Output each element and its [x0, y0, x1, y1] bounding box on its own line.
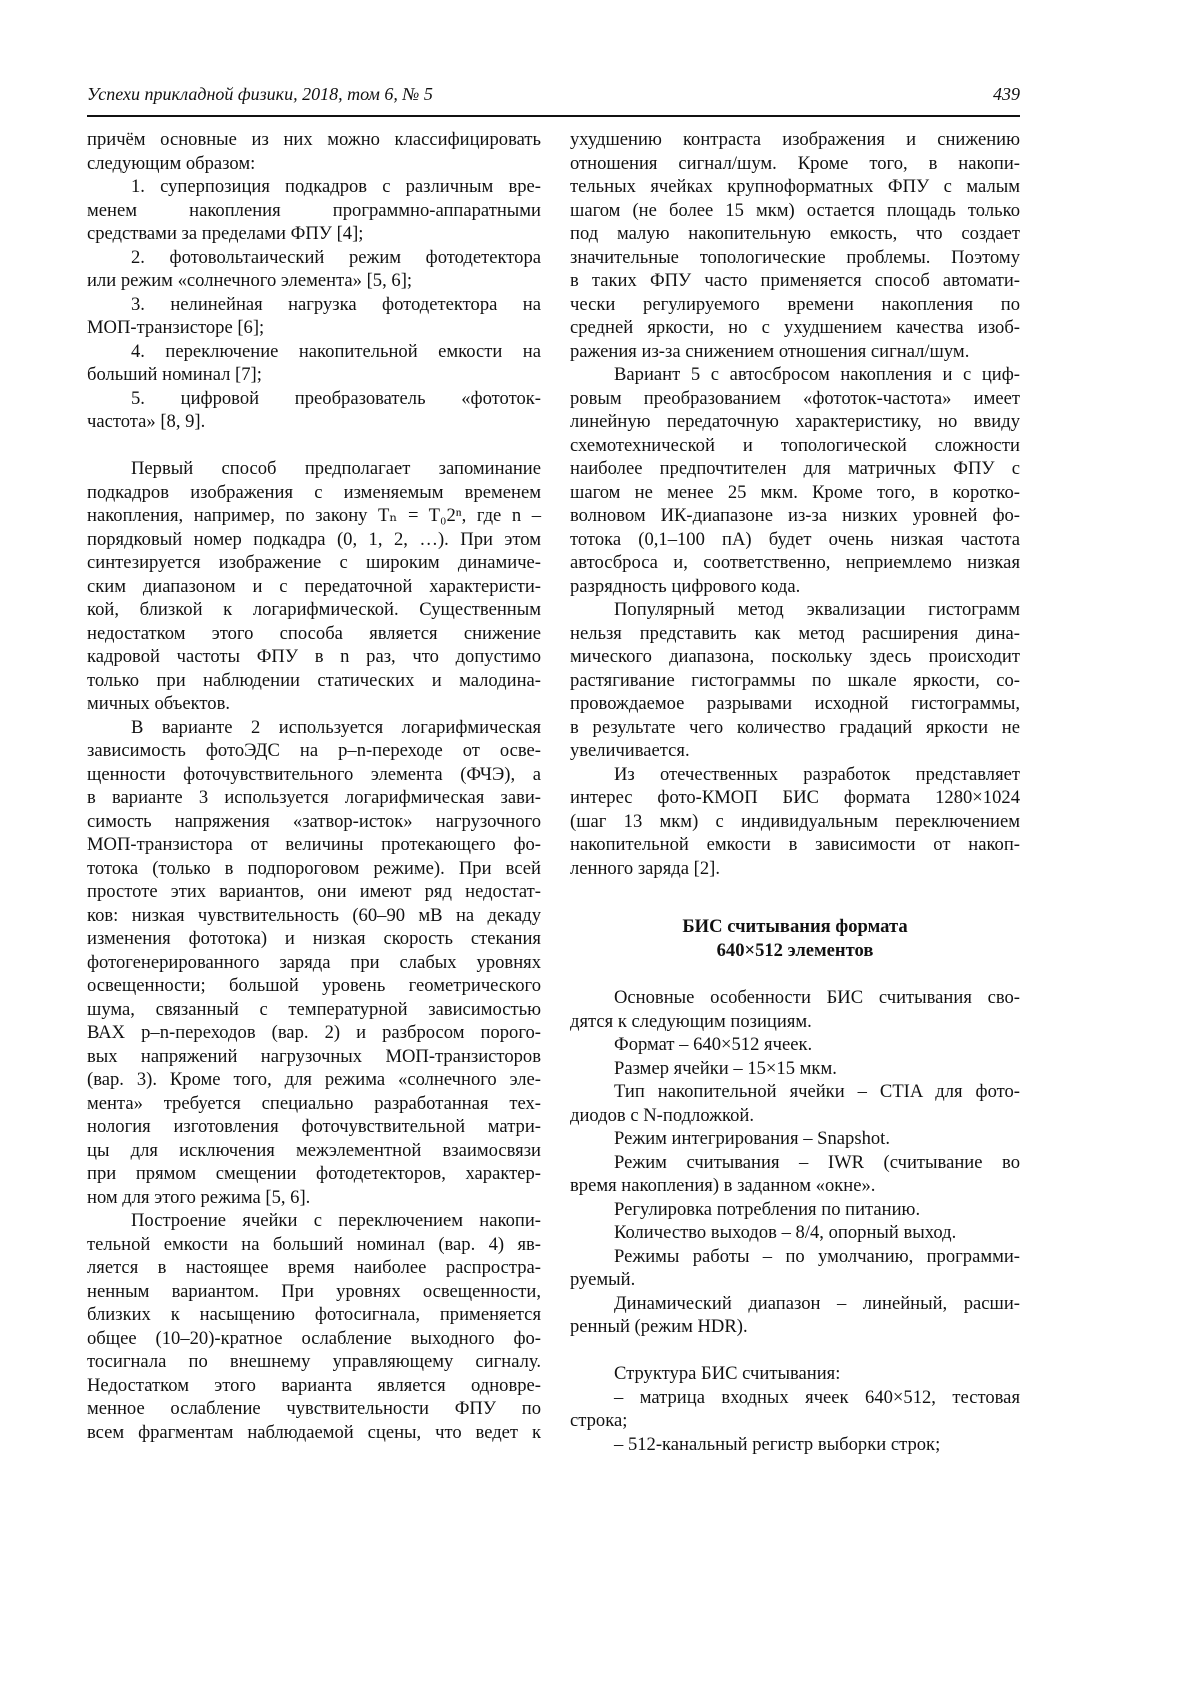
- text-line: разрядность цифрового кода.: [570, 575, 1020, 599]
- text-line: тосигнала по внешнему управляющему сигналу.: [87, 1350, 541, 1374]
- paragraph: [570, 1033, 1020, 1057]
- paragraph: [570, 1057, 1020, 1081]
- text-line: подкадров изображения с изменяемым временем: [87, 481, 541, 505]
- text-line: Количество выходов – 8/4, опорный выход.: [570, 1221, 1020, 1245]
- paragraph: [87, 128, 541, 175]
- text-line: ков: низкая чувствительность (60–90 мВ на декаду: [87, 904, 541, 928]
- text-line: тотока (0,1–100 пА) будет очень низкая частота: [570, 528, 1020, 552]
- text-line: (шаг 13 мкм) с индивидуальным переключением: [570, 810, 1020, 834]
- running-header-journal: Успехи прикладной физики, 2018, том 6, № 5: [87, 84, 433, 105]
- paragraph: [570, 1151, 1020, 1198]
- text-line: тельной емкости на больший номинал (вар. 4) яв-: [87, 1233, 541, 1257]
- text-line: 1. суперпозиция подкадров с различным вре-: [87, 175, 541, 199]
- text-line: симость напряжения «затвор-исток» нагрузочного: [87, 810, 541, 834]
- text-line: синтезируется изображение с широким динамиче-: [87, 551, 541, 575]
- paragraph: [87, 175, 541, 246]
- text-line: МОП-транзистора от величины протекающего фо-: [87, 833, 541, 857]
- paragraph: [570, 1386, 1020, 1433]
- paragraph: [87, 1209, 541, 1444]
- text-line: цы для исключения межэлементной взаимосвязи: [87, 1139, 541, 1163]
- text-line: ВАХ p–n-переходов (вар. 2) и разбросом порого-: [87, 1021, 541, 1045]
- text-line: Режим интегрирования – Snapshot.: [570, 1127, 1020, 1151]
- paragraph: [87, 340, 541, 387]
- text-line: Вариант 5 с автосбросом накопления и с циф-: [570, 363, 1020, 387]
- paragraph: [570, 986, 1020, 1033]
- text-line: или режим «солнечного элемента» [5, 6];: [87, 269, 541, 293]
- text-line: следующим образом:: [87, 152, 541, 176]
- heading-line: БИС считывания формата: [570, 915, 1020, 939]
- text-line: Регулировка потребления по питанию.: [570, 1198, 1020, 1222]
- section-heading: [570, 915, 1020, 962]
- right-column: [570, 128, 1020, 1456]
- paragraph: [570, 1080, 1020, 1127]
- text-line: в таких ФПУ часто применяется способ автомати-: [570, 269, 1020, 293]
- text-line: волновом ИК-диапазоне из-за низких уровней фо-: [570, 504, 1020, 528]
- paragraph: [87, 246, 541, 293]
- text-line: недостатком этого способа является снижение: [87, 622, 541, 646]
- text-line: простоте этих вариантов, они имеют ряд недостат-: [87, 880, 541, 904]
- paragraph: [87, 387, 541, 434]
- page-number: 439: [993, 84, 1020, 105]
- paragraph: [87, 716, 541, 1210]
- paragraph: [87, 457, 541, 716]
- text-line: провождаемое разрывами исходной гистограммы,: [570, 692, 1020, 716]
- text-line: всем фрагментам наблюдаемой сцены, что ведет к: [87, 1421, 541, 1445]
- text-line: схемотехнической и топологической сложности: [570, 434, 1020, 458]
- text-line: ровым преобразованием «фототок-частота» имеет: [570, 387, 1020, 411]
- paragraph: [570, 1362, 1020, 1386]
- text-line: ренный (режим HDR).: [570, 1315, 1020, 1339]
- text-line: больший номинал [7];: [87, 363, 541, 387]
- text-line: 4. переключение накопительной емкости на: [87, 340, 541, 364]
- text-line: ским диапазоном и с передаточной характеристи-: [87, 575, 541, 599]
- text-line: Формат – 640×512 ячеек.: [570, 1033, 1020, 1057]
- text-line: вых напряжений нагрузочных МОП-транзисторов: [87, 1045, 541, 1069]
- text-line: (вар. 3). Кроме того, для режима «солнечного эле-: [87, 1068, 541, 1092]
- text-line: фотогенерированного заряда при слабых уровнях: [87, 951, 541, 975]
- text-line: мента» требуется специально разработанная тех-: [87, 1092, 541, 1116]
- text-line: – матрица входных ячеек 640×512, тестовая: [570, 1386, 1020, 1410]
- text-line: нельзя представить как метод расширения дина-: [570, 622, 1020, 646]
- text-line: ражения из-за снижением отношения сигнал/шум.: [570, 340, 1020, 364]
- text-line: шума, связанный с температурной зависимостью: [87, 998, 541, 1022]
- paragraph: [570, 1433, 1020, 1457]
- text-line: менем накопления программно-аппаратными: [87, 199, 541, 223]
- text-line: порядковый номер подкадра (0, 1, 2, …). При этом: [87, 528, 541, 552]
- text-line: ухудшению контраста изображения и снижению: [570, 128, 1020, 152]
- text-line: частота» [8, 9].: [87, 410, 541, 434]
- paragraph: [570, 1221, 1020, 1245]
- text-line: накопительной емкости в зависимости от накоп-: [570, 833, 1020, 857]
- paragraph: [87, 293, 541, 340]
- paragraph: [570, 598, 1020, 763]
- text-line: Структура БИС считывания:: [570, 1362, 1020, 1386]
- text-line: мического диапазона, поскольку здесь происходит: [570, 645, 1020, 669]
- text-line: накопления, например, по закону Tₙ = T₀2ⁿ, где n –: [87, 504, 541, 528]
- text-line: Из отечественных разработок представляет: [570, 763, 1020, 787]
- left-column: [87, 128, 541, 1444]
- text-line: чески регулируемого времени накопления по: [570, 293, 1020, 317]
- text-line: Динамический диапазон – линейный, расши-: [570, 1292, 1020, 1316]
- text-line: диодов с N-подложкой.: [570, 1104, 1020, 1128]
- text-line: кой, близкой к логарифмической. Существенным: [87, 598, 541, 622]
- text-line: нология изготовления фоточувствительной матри-: [87, 1115, 541, 1139]
- text-line: зависимость фотоЭДС на p–n-переходе от осве-: [87, 739, 541, 763]
- paragraph: [570, 1245, 1020, 1292]
- paragraph-gap: [87, 434, 541, 458]
- text-line: интерес фото-КМОП БИС формата 1280×1024: [570, 786, 1020, 810]
- text-line: освещенности; большой уровень геометрического: [87, 974, 541, 998]
- text-line: ном для этого режима [5, 6].: [87, 1186, 541, 1210]
- paragraph-gap: [570, 1339, 1020, 1363]
- text-line: ляется в настоящее время наиболее распростра-: [87, 1256, 541, 1280]
- text-line: тотока (только в подпороговом режиме). При всей: [87, 857, 541, 881]
- text-line: Популярный метод эквализации гистограмм: [570, 598, 1020, 622]
- text-line: МОП-транзисторе [6];: [87, 316, 541, 340]
- text-line: 2. фотовольтаический режим фотодетектора: [87, 246, 541, 270]
- paragraph: [570, 1198, 1020, 1222]
- paragraph: [570, 1127, 1020, 1151]
- text-line: 3. нелинейная нагрузка фотодетектора на: [87, 293, 541, 317]
- paragraph: [570, 128, 1020, 363]
- text-line: общее (10–20)-кратное ослабление выходного фо-: [87, 1327, 541, 1351]
- text-line: строка;: [570, 1409, 1020, 1433]
- header-rule: [87, 115, 1020, 117]
- text-line: ненным вариантом. При уровнях освещенности,: [87, 1280, 541, 1304]
- text-line: при прямом смещении фотодетекторов, характер-: [87, 1162, 541, 1186]
- text-line: Режим считывания – IWR (считывание во: [570, 1151, 1020, 1175]
- text-line: растягивание гистограммы по шкале яркости, со-: [570, 669, 1020, 693]
- text-line: в результате чего количество градаций яркости не: [570, 716, 1020, 740]
- text-line: значительные топологические проблемы. Поэтому: [570, 246, 1020, 270]
- text-line: средствами за пределами ФПУ [4];: [87, 222, 541, 246]
- text-line: руемый.: [570, 1268, 1020, 1292]
- text-line: Размер ячейки – 15×15 мкм.: [570, 1057, 1020, 1081]
- text-line: дятся к следующим позициям.: [570, 1010, 1020, 1034]
- text-line: близких к насыщению фотосигнала, применяется: [87, 1303, 541, 1327]
- text-line: время накопления) в заданном «окне».: [570, 1174, 1020, 1198]
- text-line: Основные особенности БИС считывания сво-: [570, 986, 1020, 1010]
- text-line: Режимы работы – по умолчанию, программи-: [570, 1245, 1020, 1269]
- text-line: менное ослабление чувствительности ФПУ по: [87, 1397, 541, 1421]
- text-line: шагом не менее 25 мкм. Кроме того, в коротко-: [570, 481, 1020, 505]
- paragraph: [570, 763, 1020, 881]
- text-line: под малую накопительную емкость, что создает: [570, 222, 1020, 246]
- text-line: кадровой частоты ФПУ в n раз, что допустимо: [87, 645, 541, 669]
- text-line: изменения фототока) и низкая скорость стекания: [87, 927, 541, 951]
- text-line: только при наблюдении статических и малодина-: [87, 669, 541, 693]
- text-line: Построение ячейки с переключением накопи-: [87, 1209, 541, 1233]
- text-line: щенности фоточувствительного элемента (ФЧЭ), а: [87, 763, 541, 787]
- text-line: отношения сигнал/шум. Кроме того, в накопи-: [570, 152, 1020, 176]
- text-line: ленного заряда [2].: [570, 857, 1020, 881]
- text-line: шагом (не более 15 мкм) остается площадь только: [570, 199, 1020, 223]
- paragraph: [570, 1292, 1020, 1339]
- text-line: Недостатком этого варианта является одновре-: [87, 1374, 541, 1398]
- text-line: наиболее предпочтителен для матричных ФПУ с: [570, 457, 1020, 481]
- text-line: линейную передаточную характеристику, но ввиду: [570, 410, 1020, 434]
- text-line: тельных ячейках крупноформатных ФПУ с малым: [570, 175, 1020, 199]
- text-line: автосброса и, соответственно, неприемлемо низкая: [570, 551, 1020, 575]
- text-line: увеличивается.: [570, 739, 1020, 763]
- text-line: в варианте 3 используется логарифмическая зави-: [87, 786, 541, 810]
- text-line: Тип накопительной ячейки – CTIA для фото-: [570, 1080, 1020, 1104]
- text-line: – 512-канальный регистр выборки строк;: [570, 1433, 1020, 1457]
- text-line: причём основные из них можно классифицировать: [87, 128, 541, 152]
- heading-line: 640×512 элементов: [570, 939, 1020, 963]
- text-line: средней яркости, но с ухудшением качества изоб-: [570, 316, 1020, 340]
- text-line: 5. цифровой преобразователь «фототок-: [87, 387, 541, 411]
- text-line: Первый способ предполагает запоминание: [87, 457, 541, 481]
- text-line: В варианте 2 используется логарифмическая: [87, 716, 541, 740]
- paragraph: [570, 363, 1020, 598]
- text-line: мичных объектов.: [87, 692, 541, 716]
